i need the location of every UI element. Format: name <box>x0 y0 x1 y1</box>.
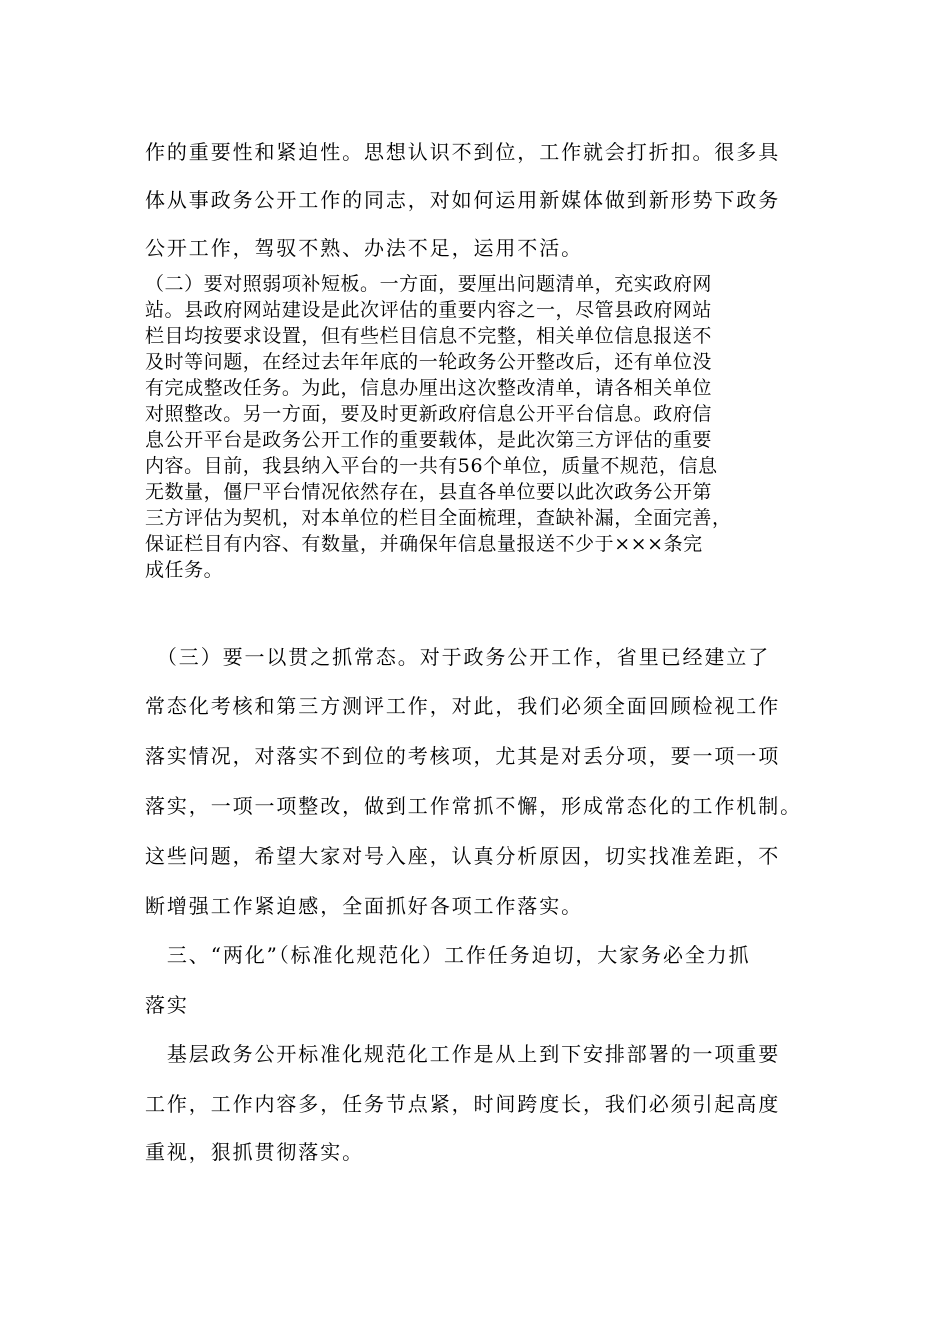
paragraph-line: 重视，狠抓贯彻落实。 <box>145 1140 364 1164</box>
paragraph-line: 保证栏目有内容、有数量，并确保年信息量报送不少于×××条完 <box>145 533 703 555</box>
paragraph-line: 常态化考核和第三方测评工作，对此，我们必须全面回顾检视工作 <box>145 694 781 718</box>
paragraph-line: 有完成整改任务。为此，信息办厘出这次整改清单，请各相关单位 <box>145 377 712 399</box>
paragraph-line: 站。县政府网站建设是此次评估的重要内容之一，尽管县政府网站 <box>145 299 712 321</box>
paragraph-line: 公开工作，驾驭不熟、办法不足，运用不活。 <box>145 236 583 260</box>
paragraph-line: 断增强工作紧迫感，全面抓好各项工作落实。 <box>145 894 583 918</box>
paragraph-line: 体从事政务公开工作的同志，对如何运用新媒体做到新形势下政务 <box>145 188 781 212</box>
paragraph-line: 成任务。 <box>145 559 224 581</box>
paragraph-line: （二）要对照弱项补短板。一方面，要厘出问题清单，充实政府网 <box>145 273 712 295</box>
paragraph-line: 及时等问题，在经过去年年底的一轮政务公开整改后，还有单位没 <box>145 351 712 373</box>
paragraph-line: 无数量，僵尸平台情况依然存在，县直各单位要以此次政务公开第 <box>145 481 712 503</box>
paragraph-line: 内容。目前，我县纳入平台的一共有56个单位，质量不规范，信息 <box>145 455 718 477</box>
section-heading-line: 三、“两化”（标准化规范化）工作任务迫切，大家务必全力抓 <box>145 943 751 967</box>
paragraph-line: 落实情况，对落实不到位的考核项，尤其是对丢分项，要一项一项 <box>145 744 781 768</box>
paragraph-line: 落实，一项一项整改，做到工作常抓不懈，形成常态化的工作机制。 <box>145 794 802 818</box>
paragraph-line: 对照整改。另一方面，要及时更新政府信息公开平台信息。政府信 <box>145 403 712 425</box>
section-heading-line: 落实 <box>145 993 189 1017</box>
paragraph-line: 息公开平台是政务公开工作的重要载体，是此次第三方评估的重要 <box>145 429 712 451</box>
paragraph-line: （三）要一以贯之抓常态。对于政务公开工作，省里已经建立了 <box>145 645 771 669</box>
paragraph-line: 三方评估为契机，对本单位的栏目全面梳理，查缺补漏，全面完善， <box>145 507 732 529</box>
paragraph-line: 栏目均按要求设置，但有些栏目信息不完整，相关单位信息报送不 <box>145 325 712 347</box>
paragraph-line: 基层政务公开标准化规范化工作是从上到下安排部署的一项重要 <box>145 1042 781 1066</box>
paragraph-line: 工作，工作内容多，任务节点紧，时间跨度长，我们必须引起高度 <box>145 1092 781 1116</box>
paragraph-line: 作的重要性和紧迫性。思想认识不到位，工作就会打折扣。很多具 <box>145 140 781 164</box>
paragraph-line: 这些问题，希望大家对号入座，认真分析原因，切实找准差距，不 <box>145 844 781 868</box>
